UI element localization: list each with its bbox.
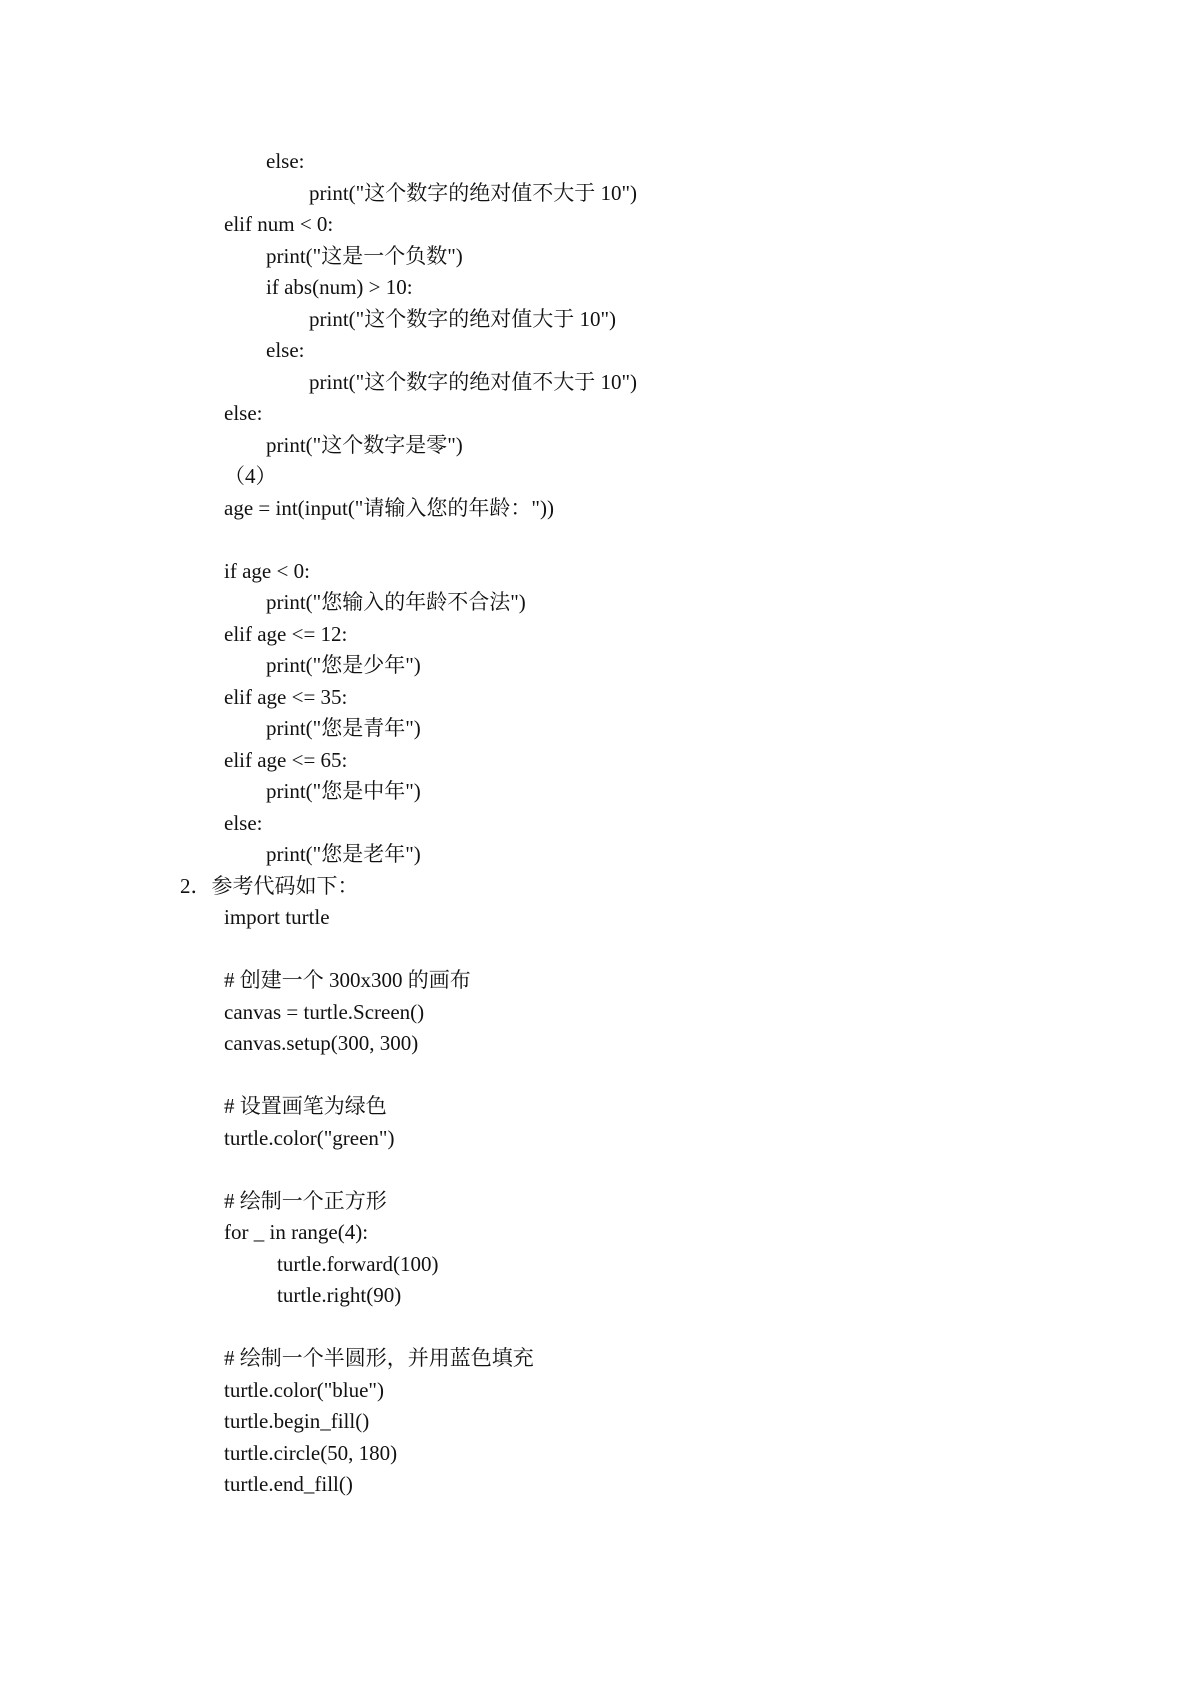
code-line: else: bbox=[266, 149, 305, 173]
code-line: for _ in range(4): bbox=[224, 1220, 369, 1244]
code-line: canvas = turtle.Screen() bbox=[224, 1000, 425, 1024]
code-line: elif age <= 12: bbox=[224, 622, 348, 646]
code-comment: # 创建一个 300x300 的画布 bbox=[224, 968, 471, 992]
code-line: elif age <= 35: bbox=[224, 685, 348, 709]
item-heading: 2．参考代码如下： bbox=[180, 874, 359, 898]
code-line: elif age <= 65: bbox=[224, 748, 348, 772]
code-comment: # 绘制一个正方形 bbox=[224, 1189, 387, 1213]
code-line: else: bbox=[266, 338, 305, 362]
code-line: print("您输入的年龄不合法") bbox=[266, 590, 526, 614]
code-line: if age < 0: bbox=[224, 559, 310, 583]
code-line: print("您是老年") bbox=[266, 842, 421, 866]
code-line: elif num < 0: bbox=[224, 212, 334, 236]
code-line: else: bbox=[224, 401, 263, 425]
code-line: if abs(num) > 10: bbox=[266, 275, 413, 299]
code-line: canvas.setup(300, 300) bbox=[224, 1031, 419, 1055]
code-line: else: bbox=[224, 811, 263, 835]
code-line: print("这个数字的绝对值大于 10") bbox=[309, 307, 617, 331]
code-comment: # 设置画笔为绿色 bbox=[224, 1094, 387, 1118]
code-line: print("您是少年") bbox=[266, 653, 421, 677]
code-line: turtle.end_fill() bbox=[224, 1472, 353, 1496]
code-line: print("这个数字的绝对值不大于 10") bbox=[309, 370, 638, 394]
code-line: turtle.circle(50, 180) bbox=[224, 1441, 398, 1465]
code-line: turtle.color("blue") bbox=[224, 1378, 385, 1402]
code-line: print("您是中年") bbox=[266, 779, 421, 803]
code-line: print("您是青年") bbox=[266, 716, 421, 740]
code-comment: # 绘制一个半圆形，并用蓝色填充 bbox=[224, 1346, 534, 1370]
code-line: turtle.right(90) bbox=[277, 1283, 402, 1307]
code-line: turtle.forward(100) bbox=[277, 1252, 439, 1276]
code-line: turtle.begin_fill() bbox=[224, 1409, 370, 1433]
code-line: print("这个数字是零") bbox=[266, 433, 463, 457]
subitem-label: （4） bbox=[224, 464, 277, 488]
code-line: import turtle bbox=[224, 905, 330, 929]
code-line: turtle.color("green") bbox=[224, 1126, 395, 1150]
code-line: print("这是一个负数") bbox=[266, 244, 463, 268]
code-line: age = int(input("请输入您的年龄：")) bbox=[224, 496, 554, 520]
code-line: print("这个数字的绝对值不大于 10") bbox=[309, 181, 638, 205]
